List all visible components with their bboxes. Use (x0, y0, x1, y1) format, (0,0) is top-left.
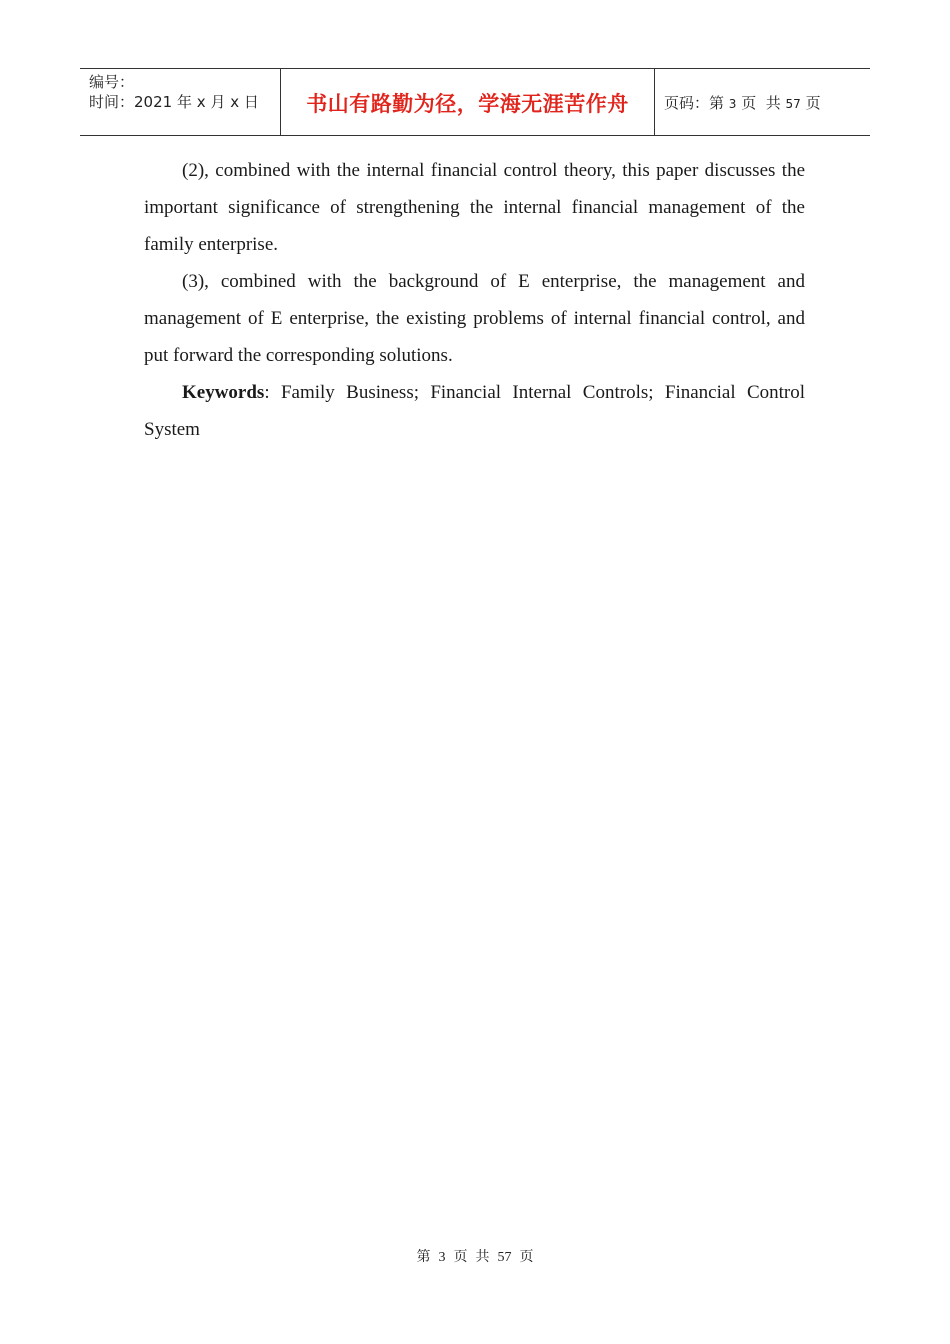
footer-page: 3 (438, 1250, 446, 1265)
page-footer (0, 1246, 950, 1266)
page-header (80, 68, 870, 136)
footer-di: 第 (416, 1250, 431, 1265)
keywords-paragraph (144, 374, 805, 448)
footer-gong: 共 (475, 1250, 490, 1265)
header-page-indicator (664, 92, 821, 113)
date-year-char: 年 (176, 93, 192, 111)
time-label: 时间： (89, 93, 135, 111)
footer-ye: 页 (453, 1250, 468, 1265)
paragraph-2 (144, 152, 805, 263)
page-number: 3 (728, 96, 737, 111)
paragraph-3 (144, 263, 805, 374)
paragraph-3-text: (3), combined with the background of E enterprise, the management and management of E enterprise, the existing problems of internal financial control, and put forward the corresponding solutions. (144, 271, 805, 366)
header-motto-cell (281, 69, 655, 135)
header-meta-cell (80, 69, 281, 135)
keywords-label: Keywords (182, 382, 265, 403)
page-mid: 页 共 (741, 93, 781, 112)
date-day: x (230, 93, 240, 111)
date-month: x (196, 93, 206, 111)
number-label: 编号： (89, 73, 135, 91)
date-line (89, 91, 259, 112)
motto-text: 书山有路勤为径，学海无涯苦作舟 (306, 91, 629, 116)
date-month-char: 月 (210, 93, 226, 111)
page-prefix: 页码：第 (664, 93, 725, 112)
header-page-cell (655, 69, 870, 135)
date-day-char: 日 (243, 93, 259, 111)
paragraph-2-text: (2), combined with the internal financial control theory, this paper discusses the important significance of strengthening the internal financial management of the family enterprise. (144, 160, 805, 255)
footer-total: 57 (497, 1250, 512, 1265)
keywords-text: : Family Business; Financial Internal Controls; Financial Control System (144, 382, 805, 440)
date-year: 2021 (134, 93, 173, 111)
total-pages: 57 (785, 96, 801, 111)
footer-ye2: 页 (519, 1250, 534, 1265)
page-suffix: 页 (805, 93, 821, 112)
document-body (144, 152, 805, 448)
